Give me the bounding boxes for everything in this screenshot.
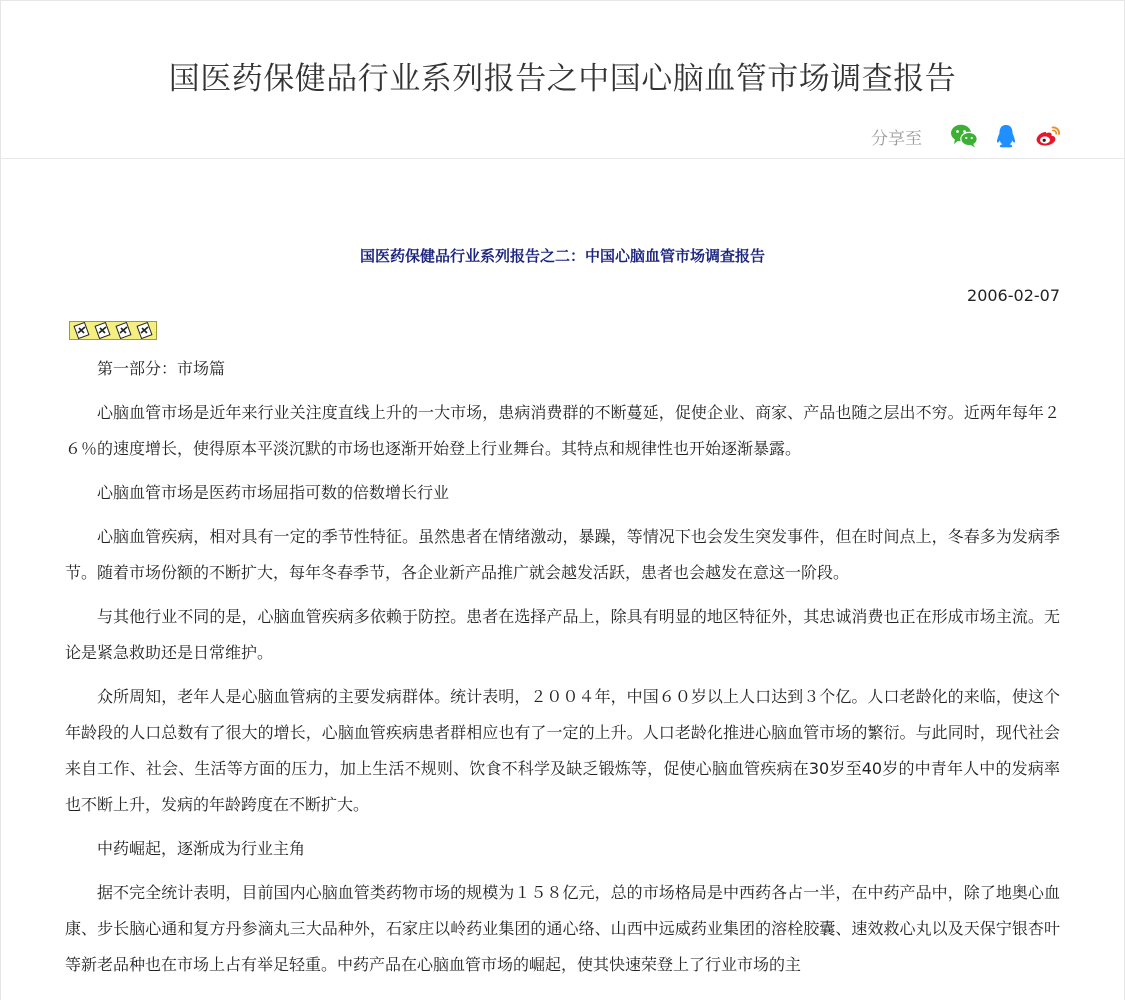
rating-star-icon <box>92 322 113 339</box>
article-subtitle: 国医药保健品行业系列报告之二：中国心脑血管市场调查报告 <box>359 247 765 265</box>
share-label: 分享至 <box>871 128 922 149</box>
rating-star-icon <box>71 322 92 339</box>
paragraph: 中药崛起，逐渐成为行业主角 <box>97 839 306 858</box>
paragraph: 众所周知，老年人是心脑血管病的主要发病群体。统计表明，２００４年，中国６０岁以上人口达到３个亿。人口老龄化的来临，使这个年龄段的人口总数有了很大的增长，心脑血管疾病患者群相应也有了一定的上升。人口老龄化推进心脑血管市场的繁衍。与此同时，现代社会来自工作、社会、生活等方面的压力，加上生活不规则、饮食不科学及缺乏锻炼等，促使心脑血管疾病在30岁至40岁的中青年人中的发病率也不断上升，发病的年龄跨度在不断扩大。 <box>65 687 1060 814</box>
rating-star-icon <box>113 322 134 339</box>
paragraph: 第一部分：市场篇 <box>97 359 226 378</box>
page-header <box>1 1 1124 159</box>
paragraph: 心脑血管疾病，相对具有一定的季节性特征。虽然患者在情绪激动，暴躁，等情况下也会发生突发事件，但在时间点上，冬春多为发病季节。随着市场份额的不断扩大，每年冬春季节，各企业新产品推广就会越发活跃，患者也会越发在意这一阶段。 <box>65 527 1060 582</box>
paragraph: 与其他行业不同的是，心脑血管疾病多依赖于防控。患者在选择产品上，除具有明显的地区特征外，其忠诚消费也正在形成市场主流。无论是紧急救助还是日常维护。 <box>65 607 1060 662</box>
paragraph: 据不完全统计表明，目前国内心脑血管类药物市场的规模为１５８亿元，总的市场格局是中西药各占一半，在中药产品中，除了地奥心血康、步长脑心通和复方丹参滴丸三大品种外，石家庄以岭药业集团的通心络、山西中远威药业集团的溶栓胶囊、速效救心丸以及天保宁银杏叶等新老品种也在市场上占有举足轻重。中药产品在心脑血管市场的崛起，使其快速荣登上了行业市场的主 <box>65 883 1060 974</box>
rating-star-icon <box>134 322 155 339</box>
weibo-icon[interactable] <box>1034 123 1062 149</box>
rating-stars <box>69 321 157 340</box>
page-title: 国医药保健品行业系列报告之中国心脑血管市场调查报告 <box>168 61 957 97</box>
article-body <box>65 159 1060 991</box>
paragraph: 心脑血管市场是医药市场屈指可数的倍数增长行业 <box>97 483 450 502</box>
article-date: 2006-02-07 <box>967 286 1060 305</box>
paragraph: 心脑血管市场是近年来行业关注度直线上升的一大市场，患病消费群的不断蔓延，促使企业、商家、产品也随之层出不穷。近两年每年２６％的速度增长，使得原本平淡沉默的市场也逐渐开始登上行业舞台。其特点和规律性也开始逐渐暴露。 <box>65 403 1060 458</box>
article-paragraphs <box>65 351 1060 983</box>
qq-icon[interactable] <box>992 123 1020 149</box>
share-bar <box>871 121 1062 151</box>
wechat-icon[interactable] <box>950 123 978 149</box>
